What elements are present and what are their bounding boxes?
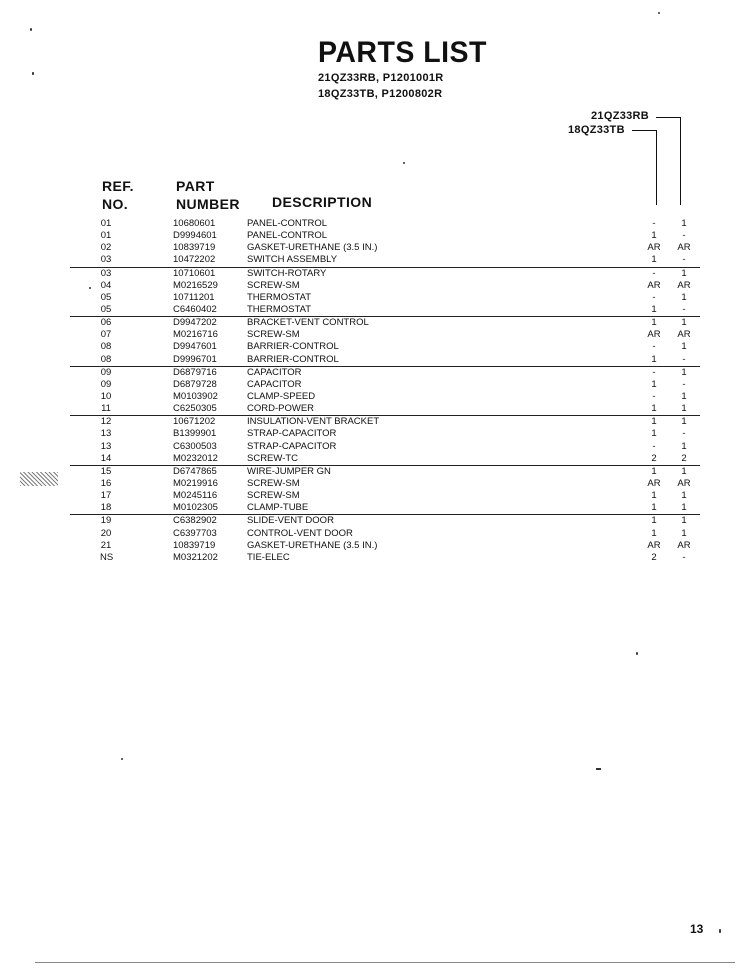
ref-cell: NS <box>100 551 114 563</box>
part-number-cell: M0216529 <box>173 279 218 291</box>
qty-21qz33rb-cell: 1 <box>681 440 687 452</box>
table-row <box>0 490 750 502</box>
qty-18qz33tb-cell: 1 <box>651 502 657 514</box>
table-row <box>0 416 750 428</box>
description-cell: SWITCH ASSEMBLY <box>247 254 338 266</box>
qty-18qz33tb-cell: 1 <box>651 353 657 365</box>
qty-21qz33rb-cell: - <box>682 551 686 563</box>
ref-cell: 10 <box>100 390 112 402</box>
table-row <box>0 441 750 453</box>
qty-18qz33tb-cell: 2 <box>651 551 657 563</box>
ref-cell: 14 <box>100 452 112 464</box>
header-part: PART <box>176 178 215 194</box>
qty-21qz33rb-cell: 1 <box>681 416 687 428</box>
description-cell: SWITCH-ROTARY <box>247 267 327 279</box>
description-cell: STRAP-CAPACITOR <box>247 428 337 440</box>
scan-speck <box>636 652 638 655</box>
part-number-cell: 10710601 <box>173 267 216 279</box>
scan-smudge <box>20 472 58 486</box>
page-title: PARTS LIST <box>318 36 487 69</box>
qty-21qz33rb-cell: 1 <box>681 218 687 229</box>
qty-18qz33tb-cell: - <box>652 341 656 353</box>
table-row <box>0 218 750 230</box>
qty-21qz33rb-cell: 1 <box>681 527 687 539</box>
qty-18qz33tb-cell: 1 <box>651 490 657 502</box>
table-row <box>0 478 750 490</box>
qty-18qz33tb-cell: 1 <box>651 403 657 415</box>
ref-cell: 12 <box>100 416 112 428</box>
part-number-cell: M0216716 <box>173 329 218 341</box>
part-number-cell: D6879716 <box>173 366 217 378</box>
table-row <box>0 540 750 552</box>
table-row <box>0 280 750 292</box>
ref-cell: 03 <box>100 254 112 266</box>
part-number-cell: M0232012 <box>173 452 218 464</box>
qty-18qz33tb-cell: 1 <box>651 515 657 527</box>
qty-21qz33rb-cell: AR <box>677 477 691 489</box>
qty-21qz33rb-cell: 1 <box>681 317 687 329</box>
qty-21qz33rb-cell: - <box>682 428 686 440</box>
table-row <box>0 341 750 353</box>
header-description: DESCRIPTION <box>272 194 373 210</box>
table-row <box>70 453 700 466</box>
scan-speck <box>121 758 123 760</box>
part-number-cell: 10671202 <box>173 416 216 428</box>
table-row <box>0 515 750 527</box>
qty-21qz33rb-cell: AR <box>677 242 691 254</box>
qty-18qz33tb-cell: AR <box>647 242 661 254</box>
description-cell: SLIDE-VENT DOOR <box>247 515 334 527</box>
qty-21qz33rb-cell: - <box>682 254 686 266</box>
scan-speck <box>719 929 721 933</box>
part-number-cell: C6397703 <box>173 527 217 539</box>
qty-21qz33rb-cell: 1 <box>681 267 687 279</box>
description-cell: CAPACITOR <box>247 378 302 390</box>
qty-18qz33tb-cell: 1 <box>651 416 657 428</box>
header-no: NO. <box>102 196 129 212</box>
ref-cell: 01 <box>100 218 112 229</box>
header-ref: REF. <box>102 178 134 194</box>
ref-cell: 15 <box>100 465 112 477</box>
ref-cell: 01 <box>100 230 112 242</box>
table-row <box>0 329 750 341</box>
table-row <box>0 317 750 329</box>
part-number-cell: D9996701 <box>173 353 217 365</box>
qty-18qz33tb-cell: AR <box>647 477 661 489</box>
part-number-cell: M0245116 <box>173 490 218 502</box>
model-a-bracket-line <box>680 117 681 205</box>
part-number-cell: 10680601 <box>173 218 216 229</box>
ref-cell: 04 <box>100 279 112 291</box>
qty-21qz33rb-cell: 1 <box>681 515 687 527</box>
part-number-cell: M0103902 <box>173 390 218 402</box>
qty-21qz33rb-cell: AR <box>677 539 691 551</box>
part-number-cell: B1399901 <box>173 428 217 440</box>
qty-18qz33tb-cell: - <box>652 366 656 378</box>
part-number-cell: D9947601 <box>173 341 217 353</box>
models-line-1: 21QZ33RB, P1201001R <box>318 72 444 84</box>
qty-21qz33rb-cell: 1 <box>681 341 687 353</box>
column-model-18qz33tb: 18QZ33TB <box>568 124 625 136</box>
part-number-cell: D6747865 <box>173 465 217 477</box>
part-number-cell: 10472202 <box>173 254 216 266</box>
ref-cell: 20 <box>100 527 112 539</box>
model-b-bracket-line <box>656 130 657 205</box>
description-cell: THERMOSTAT <box>247 291 312 303</box>
ref-cell: 06 <box>100 317 112 329</box>
table-row <box>0 367 750 379</box>
ref-cell: 19 <box>100 515 112 527</box>
ref-cell: 05 <box>100 291 112 303</box>
qty-18qz33tb-cell: 1 <box>651 254 657 266</box>
description-cell: WIRE-JUMPER GN <box>247 465 331 477</box>
table-row <box>70 354 700 367</box>
table-row <box>70 502 700 515</box>
ref-cell: 02 <box>100 242 112 254</box>
description-cell: BRACKET-VENT CONTROL <box>247 317 369 329</box>
description-cell: INSULATION-VENT BRACKET <box>247 416 380 428</box>
description-cell: THERMOSTAT <box>247 303 312 315</box>
part-number-cell: D9994601 <box>173 230 217 242</box>
model-b-bracket-top <box>632 130 657 131</box>
part-number-cell: D6879728 <box>173 378 217 390</box>
part-number-cell: 10839719 <box>173 539 216 551</box>
qty-18qz33tb-cell: 1 <box>651 428 657 440</box>
qty-18qz33tb-cell: 1 <box>651 378 657 390</box>
qty-21qz33rb-cell: - <box>682 303 686 315</box>
qty-18qz33tb-cell: - <box>652 267 656 279</box>
part-number-cell: M0102305 <box>173 502 218 514</box>
footer-rule <box>35 962 735 963</box>
table-row <box>0 242 750 254</box>
table-row <box>0 230 750 242</box>
part-number-cell: 10711201 <box>173 291 215 303</box>
ref-cell: 09 <box>100 378 112 390</box>
table-row <box>0 428 750 440</box>
ref-cell: 21 <box>100 539 112 551</box>
description-cell: PANEL-CONTROL <box>247 218 328 229</box>
qty-18qz33tb-cell: 1 <box>651 303 657 315</box>
ref-cell: 08 <box>100 341 112 353</box>
description-cell: GASKET-URETHANE (3.5 IN.) <box>247 242 378 254</box>
ref-cell: 05 <box>100 303 112 315</box>
description-cell: SCREW-SM <box>247 279 300 291</box>
table-row <box>70 254 700 267</box>
part-number-cell: D9947202 <box>173 317 217 329</box>
scan-speck <box>596 768 601 770</box>
description-cell: BARRIER-CONTROL <box>247 341 339 353</box>
ref-cell: 11 <box>101 403 111 415</box>
page-number: 13 <box>690 922 704 936</box>
ref-cell: 03 <box>100 267 112 279</box>
models-line-2: 18QZ33TB, P1200802R <box>318 88 443 100</box>
qty-21qz33rb-cell: 1 <box>681 291 687 303</box>
qty-21qz33rb-cell: 1 <box>681 390 687 402</box>
part-number-cell: C6300503 <box>173 440 217 452</box>
part-number-cell: 10839719 <box>173 242 216 254</box>
description-cell: SCREW-SM <box>247 490 300 502</box>
qty-18qz33tb-cell: 1 <box>651 230 657 242</box>
header-number: NUMBER <box>176 196 240 212</box>
qty-18qz33tb-cell: AR <box>647 539 661 551</box>
table-row <box>0 466 750 478</box>
ref-cell: 08 <box>100 353 112 365</box>
qty-18qz33tb-cell: AR <box>647 279 661 291</box>
scan-speck <box>658 12 660 14</box>
scan-speck <box>403 162 405 164</box>
qty-18qz33tb-cell: 1 <box>651 317 657 329</box>
description-cell: BARRIER-CONTROL <box>247 353 339 365</box>
scan-speck <box>30 28 32 31</box>
qty-18qz33tb-cell: AR <box>647 329 661 341</box>
qty-21qz33rb-cell: 1 <box>681 465 687 477</box>
description-cell: STRAP-CAPACITOR <box>247 440 337 452</box>
column-model-21qz33rb: 21QZ33RB <box>591 110 650 122</box>
qty-18qz33tb-cell: - <box>652 291 656 303</box>
ref-cell: 07 <box>100 329 112 341</box>
qty-21qz33rb-cell: - <box>682 353 686 365</box>
description-cell: SCREW-SM <box>247 329 300 341</box>
scan-speck <box>89 287 91 289</box>
description-cell: SCREW-TC <box>247 452 299 464</box>
qty-21qz33rb-cell: AR <box>677 329 691 341</box>
table-row <box>0 292 750 304</box>
qty-21qz33rb-cell: 1 <box>681 490 687 502</box>
description-cell: CORD-POWER <box>247 403 315 415</box>
qty-21qz33rb-cell: 1 <box>681 366 687 378</box>
description-cell: GASKET-URETHANE (3.5 IN.) <box>247 539 378 551</box>
model-a-bracket-top <box>656 117 681 118</box>
table-row <box>0 391 750 403</box>
description-cell: CONTROL-VENT DOOR <box>247 527 353 539</box>
ref-cell: 18 <box>100 502 112 514</box>
qty-21qz33rb-cell: - <box>682 230 686 242</box>
qty-18qz33tb-cell: - <box>652 390 656 402</box>
ref-cell: 17 <box>100 490 112 502</box>
part-number-cell: C6250305 <box>173 403 217 415</box>
qty-21qz33rb-cell: AR <box>677 279 691 291</box>
scan-speck <box>32 72 34 75</box>
table-row <box>0 528 750 540</box>
qty-18qz33tb-cell: - <box>652 440 656 452</box>
part-number-cell: M0321202 <box>173 551 218 563</box>
ref-cell: 16 <box>100 477 112 489</box>
part-number-cell: M0219916 <box>173 477 218 489</box>
table-row <box>0 552 750 564</box>
table-row <box>70 304 700 317</box>
table-row <box>70 403 700 416</box>
description-cell: TIE-ELEC <box>247 551 290 563</box>
description-cell: PANEL-CONTROL <box>247 230 328 242</box>
table-row <box>0 379 750 391</box>
ref-cell: 09 <box>100 366 112 378</box>
description-cell: CAPACITOR <box>247 366 302 378</box>
qty-21qz33rb-cell: 1 <box>681 502 687 514</box>
description-cell: CLAMP-TUBE <box>247 502 309 514</box>
table-row <box>0 268 750 280</box>
qty-21qz33rb-cell: 2 <box>681 452 687 464</box>
part-number-cell: C6460402 <box>173 303 217 315</box>
ref-cell: 13 <box>100 440 112 452</box>
parts-table <box>0 218 750 564</box>
ref-cell: 13 <box>100 428 112 440</box>
description-cell: CLAMP-SPEED <box>247 390 316 402</box>
description-cell: SCREW-SM <box>247 477 300 489</box>
qty-18qz33tb-cell: 2 <box>651 452 657 464</box>
qty-21qz33rb-cell: 1 <box>681 403 687 415</box>
qty-18qz33tb-cell: 1 <box>651 527 657 539</box>
qty-18qz33tb-cell: 1 <box>651 465 657 477</box>
part-number-cell: C6382902 <box>173 515 217 527</box>
qty-18qz33tb-cell: - <box>652 218 656 229</box>
qty-21qz33rb-cell: - <box>682 378 686 390</box>
